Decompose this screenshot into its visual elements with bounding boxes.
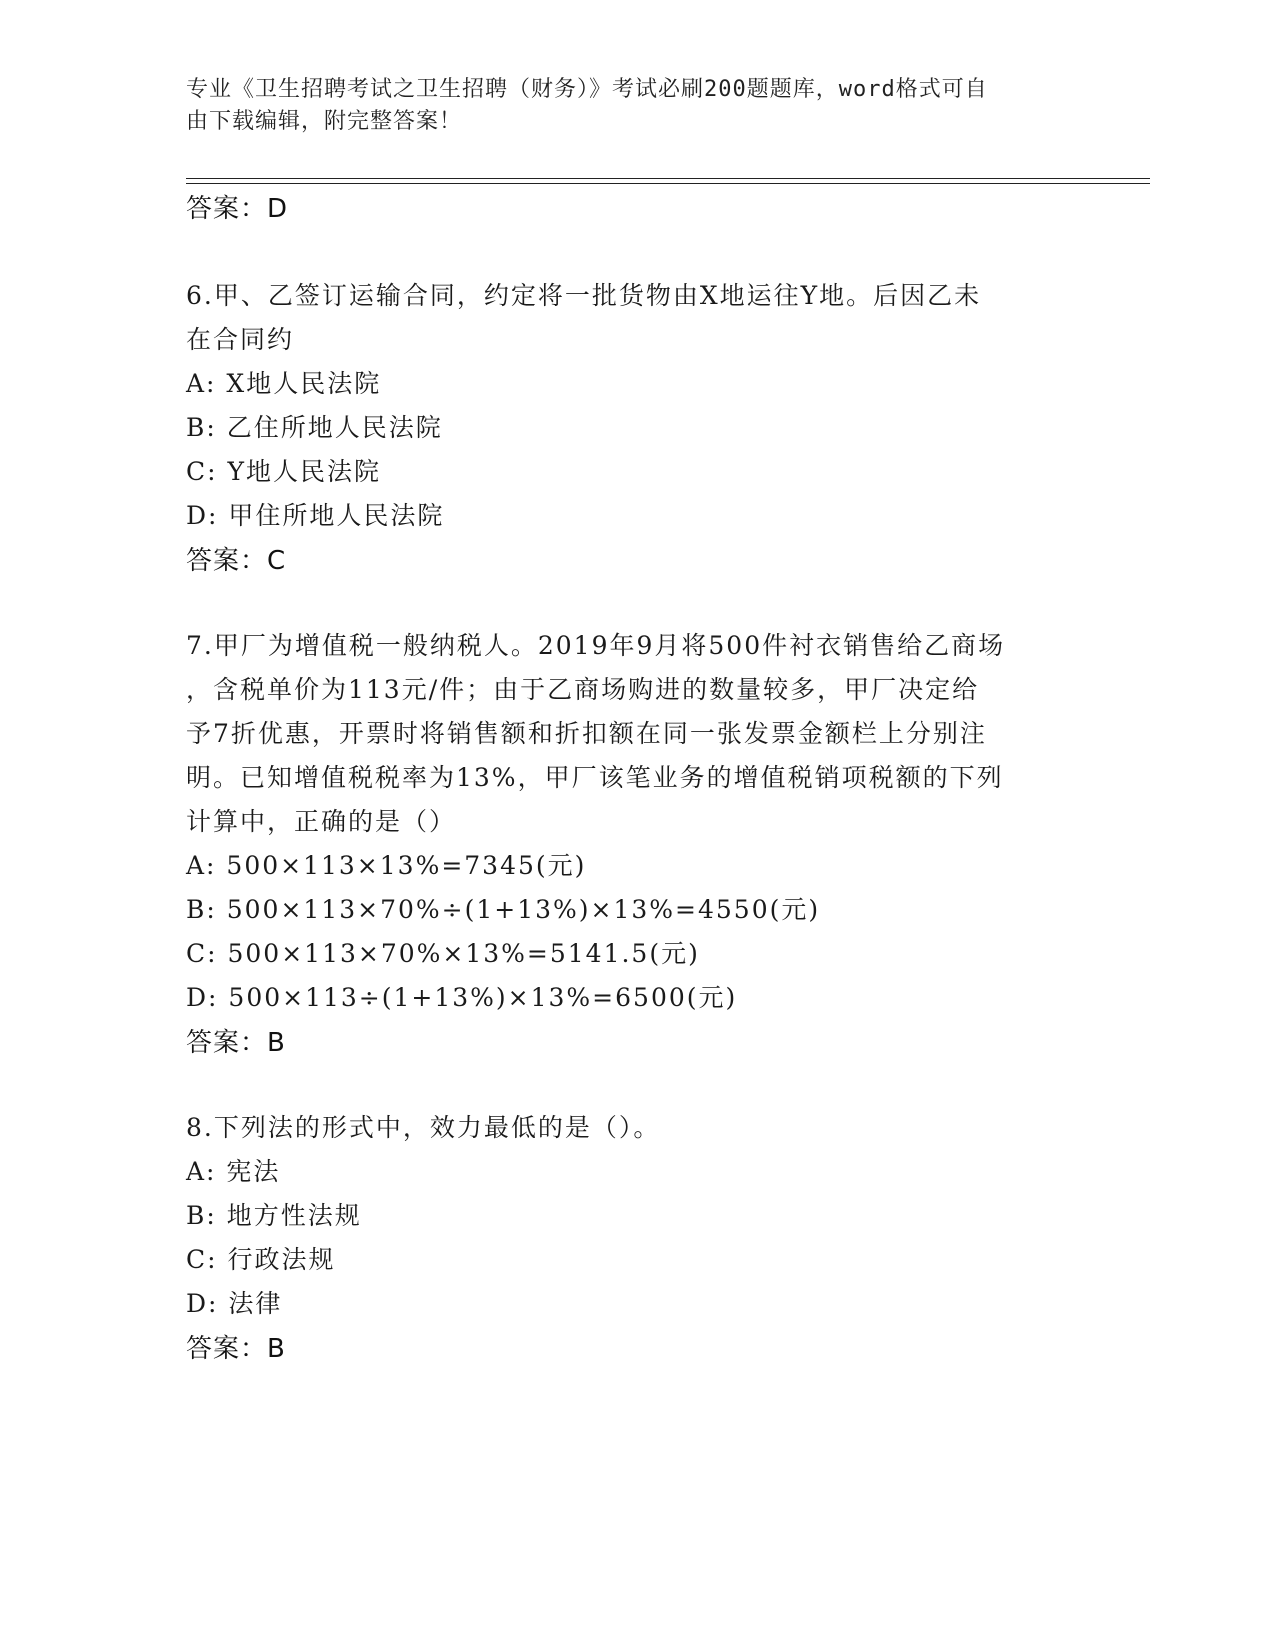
option-a: A: 500×113×13%=7345(元) <box>186 851 587 880</box>
option-c: C: Y地人民法院 <box>186 457 382 486</box>
option-c: C: 行政法规 <box>186 1245 336 1274</box>
option-b: B: 500×113×70%÷(1+13%)×13%=4550(元) <box>186 895 821 924</box>
answer: 答案：B <box>186 1334 286 1364</box>
option-d: D: 500×113÷(1+13%)×13%=6500(元) <box>186 983 738 1012</box>
header-divider-bottom <box>186 183 1150 184</box>
question-stem-line: 在合同约 <box>186 325 295 354</box>
question-stem-line: 8.下列法的形式中，效力最低的是（）。 <box>186 1113 661 1142</box>
option-d: D: 甲住所地人民法院 <box>186 501 445 530</box>
question-stem-line: 计算中，正确的是（） <box>186 807 457 836</box>
option-c: C: 500×113×70%×13%=5141.5(元) <box>186 939 700 968</box>
option-b: B: 乙住所地人民法院 <box>186 413 443 442</box>
option-a: A: 宪法 <box>186 1157 281 1186</box>
previous-answer: 答案：D <box>186 194 289 224</box>
header-divider-top <box>186 178 1150 179</box>
question-stem-line: 明。已知增值税税率为13%，甲厂该笔业务的增值税销项税额的下列 <box>186 763 1004 792</box>
option-a: A: X地人民法院 <box>186 369 382 398</box>
question-stem-line: ，含税单价为113元/件；由于乙商场购进的数量较多，甲厂决定给 <box>186 675 980 704</box>
header-line-2: 由下载编辑，附完整答案！ <box>186 109 463 134</box>
answer: 答案：B <box>186 1028 286 1058</box>
answer: 答案：C <box>186 546 287 576</box>
header-line-1: 专业《卫生招聘考试之卫生招聘（财务）》考试必刷200题题库，word格式可自 <box>186 77 988 102</box>
option-b: B: 地方性法规 <box>186 1201 362 1230</box>
question-stem-line: 6.甲、乙签订运输合同，约定将一批货物由X地运往Y地。后因乙未 <box>186 281 982 310</box>
option-d: D: 法律 <box>186 1289 283 1318</box>
question-stem-line: 予7折优惠，开票时将销售额和折扣额在同一张发票金额栏上分别注 <box>186 719 987 748</box>
question-stem-line: 7.甲厂为增值税一般纳税人。2019年9月将500件衬衣销售给乙商场 <box>186 631 1006 660</box>
document-header <box>186 74 1066 138</box>
